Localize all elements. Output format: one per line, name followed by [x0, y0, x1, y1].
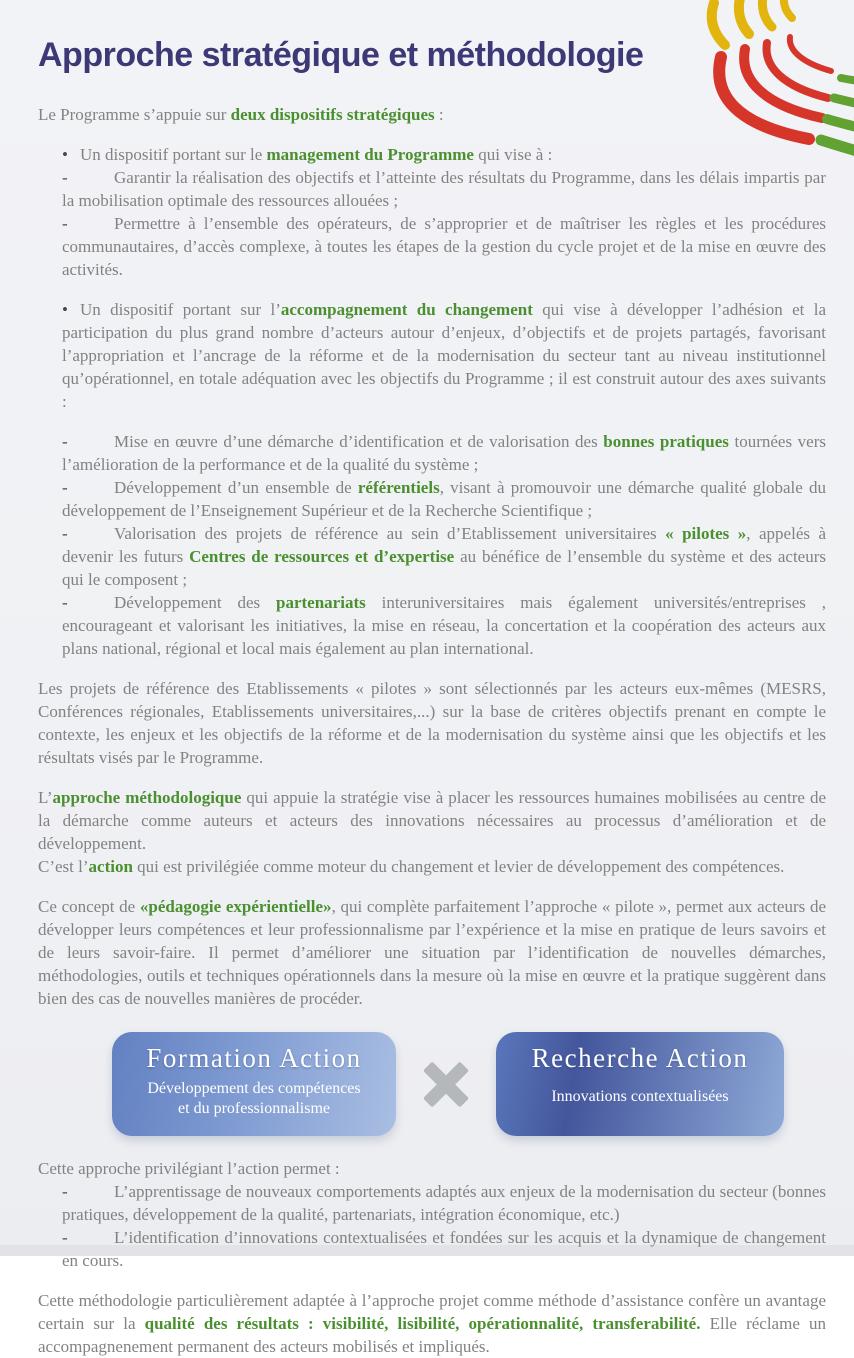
- dash-marker: -: [62, 1182, 68, 1201]
- text-segment: Mise en œuvre d’une démarche d’identification et de valorisation des: [114, 432, 604, 451]
- text-segment: accompagnement du changement: [280, 300, 533, 319]
- text-segment: au bénéfice de l’ensemble du système et des acteurs qui le composent ;: [62, 547, 826, 589]
- paragraph: [38, 786, 826, 855]
- text-segment: approche méthodologique: [52, 788, 242, 807]
- recherche-action-box: [496, 1032, 784, 1136]
- logo-arc: [827, 119, 854, 128]
- dash-marker: -: [62, 168, 68, 187]
- bullet-icon: •: [62, 300, 68, 319]
- paragraph: [62, 476, 826, 522]
- connector: [396, 1059, 496, 1109]
- logo-arc: [712, 3, 725, 45]
- dash-marker: -: [62, 1228, 68, 1247]
- dash-marker: -: [62, 593, 68, 612]
- text-segment: deux dispositifs stratégiques: [230, 105, 435, 124]
- logo-arc: [762, 0, 772, 27]
- text-segment: Le Programme s’appuie sur: [38, 105, 231, 124]
- bullet-icon: •: [62, 145, 68, 164]
- text-segment: référentiels: [357, 478, 440, 497]
- text-segment: L’: [38, 788, 53, 807]
- paragraph: [62, 166, 826, 212]
- text-segment: Ce concept de: [38, 897, 140, 916]
- formation-recherche-diagram: [112, 1031, 784, 1137]
- text-segment: Valorisation des projets de référence au sein d’Etablissement universitaires: [114, 524, 666, 543]
- paragraph: [62, 522, 826, 591]
- text-segment: Garantir la réalisation des objectifs et l’atteinte des résultats du Programme, dans les délais impartis par la mobilisation optimale des ressources allouées ;: [62, 168, 826, 210]
- logo-arc: [790, 37, 831, 71]
- box-subtitle-line: Développement des compétences: [147, 1080, 361, 1097]
- box-title: Formation Action: [146, 1043, 362, 1073]
- text-segment: management du Programme: [266, 145, 474, 164]
- text-segment: Permettre à l’ensemble des opérateurs, de s’approprier et de maîtriser les règles et les procédures communautaires, d’accès complexe, à toutes les étapes de la gestion du cycle projet et de la mise en œuvre des activités.: [62, 214, 826, 279]
- dash-marker: -: [62, 524, 68, 543]
- logo-arc: [834, 98, 854, 104]
- text-segment: «pédagogie expérientielle»: [139, 897, 332, 916]
- text-segment: L’apprentissage de nouveaux comportements adaptés aux enjeux de la modernisation du secteur (bonnes pratiques, développement de la qualité, partenariats, intégration économique, etc.): [62, 1182, 826, 1224]
- paragraph: [38, 1289, 826, 1358]
- dash-marker: -: [62, 478, 68, 497]
- dash-marker: -: [62, 432, 68, 451]
- text-segment: Cette méthodologie particulièrement adaptée à l’approche projet comme méthode d’assistance confère un avantage certain sur la: [38, 1291, 826, 1333]
- text-segment: , visant à promouvoir une démarche qualité globale du développement de l’Enseignement Supérieur et de la Recherche Scientifique ;: [62, 478, 826, 520]
- box-title: Recherche Action: [531, 1043, 749, 1073]
- text-segment: Les projets de référence des Etablissements « pilotes » sont sélectionnés par les acteurs eux-mêmes (MESRS, Conférences régionales, Etablissements universitaires,...) sur la base de critères objectifs prenant en compte le contexte, les enjeux et les objectifs de la réforme et de la modernisation du système ainsi que les objectifs et les résultats visés par le Programme.: [38, 679, 826, 767]
- paragraph: [62, 1226, 826, 1272]
- text-segment: bonnes pratiques: [603, 432, 729, 451]
- paragraph: [62, 430, 826, 476]
- logo-arc: [841, 78, 854, 81]
- formation-action-box: [112, 1032, 396, 1136]
- paragraph: [38, 1157, 826, 1180]
- text-segment: action: [88, 857, 133, 876]
- box-subtitle-line: et du professionnalisme: [178, 1100, 330, 1117]
- text-segment: , qui complète parfaitement l’approche « pilote », permet aux acteurs de développer leurs compétences et leur professionnalisme par l’expérience et la mise en pratique de leurs savoirs et de leurs savoir-faire. Il permet d’améliorer une situation par l’identification de nouvelles démarches, méthodologies, outils et techniques opérationnels dans la mesure où la mise en œuvre et la pratique suggèrent dans bien des cas de nouvelles manières de procéder.: [38, 897, 826, 1008]
- text-segment: C’est l’: [38, 857, 89, 876]
- paragraph: [62, 143, 826, 166]
- paragraph: [38, 855, 826, 878]
- paragraph: [38, 103, 826, 126]
- text-segment: interuniversitaires mais également universités/entreprises , encourageant et valorisant les initiatives, la mise en réseau, la concertation et la coopération des acteurs aux plans national, régional et local mais également au plan international.: [62, 593, 826, 658]
- paragraph: [62, 212, 826, 281]
- text-segment: Développement d’un ensemble de: [114, 478, 358, 497]
- text-segment: partenariats: [276, 593, 366, 612]
- document-body-top: [38, 103, 826, 1010]
- text-segment: qualité des résultats : visibilité, lisibilité, opérationnalité, transferabilité.: [144, 1314, 701, 1333]
- text-segment: :: [434, 105, 444, 124]
- paragraph: [62, 1180, 826, 1226]
- text-segment: « pilotes »: [665, 524, 747, 543]
- text-segment: Elle réclame un accompagnenement permanent des acteurs mobilisés et impliqués.: [38, 1314, 826, 1356]
- box-subtitle-line: Innovations contextualisées: [551, 1088, 729, 1105]
- logo-arc: [739, 0, 749, 34]
- text-segment: qui appuie la stratégie vise à placer les ressources humaines mobilisées au centre de la démarche comme auteurs et acteurs des innovations nécessaires au processus d’amélioration et de développement.: [38, 788, 827, 853]
- text-segment: qui vise à :: [473, 145, 553, 164]
- text-segment: , appelés à devenir les futurs: [62, 524, 826, 566]
- text-segment: Développement des: [114, 593, 277, 612]
- paragraph: [62, 591, 826, 660]
- text-segment: qui vise à développer l’adhésion et la participation du plus grand nombre d’acteurs autour d’enjeux, d’objectifs et de projets partagés, favorisant l’appropriation et l’ancrage de la réforme et de la modernisation du secteur tant au niveau institutionnel qu’opérationnel, en totale adéquation avec les objectifs du Programme ; il est construit autour des axes suivants :: [62, 300, 826, 411]
- multiply-icon: [421, 1059, 471, 1109]
- page-title: Approche stratégique et méthodologie: [38, 36, 644, 74]
- logo-arc: [784, 0, 792, 18]
- paragraph: [38, 677, 826, 769]
- dash-marker: -: [62, 214, 68, 233]
- text-segment: L’identification d’innovations contextualisées et fondées sur les acquis et la dynamique de changement en cours.: [62, 1228, 826, 1270]
- document-body-bottom: [38, 1157, 826, 1358]
- paragraph: [38, 895, 826, 1010]
- text-segment: Cette approche privilégiant l’action permet :: [38, 1159, 340, 1178]
- text-segment: Centres de ressources et d’expertise: [189, 547, 455, 566]
- text-segment: Un dispositif portant sur l’: [80, 300, 281, 319]
- text-segment: qui est privilégiée comme moteur du changement et levier de développement des compétences.: [132, 857, 785, 876]
- paragraph: [62, 298, 826, 413]
- text-segment: tournées vers l’amélioration de la performance et de la qualité du système ;: [62, 432, 826, 474]
- text-segment: Un dispositif portant sur le: [80, 145, 267, 164]
